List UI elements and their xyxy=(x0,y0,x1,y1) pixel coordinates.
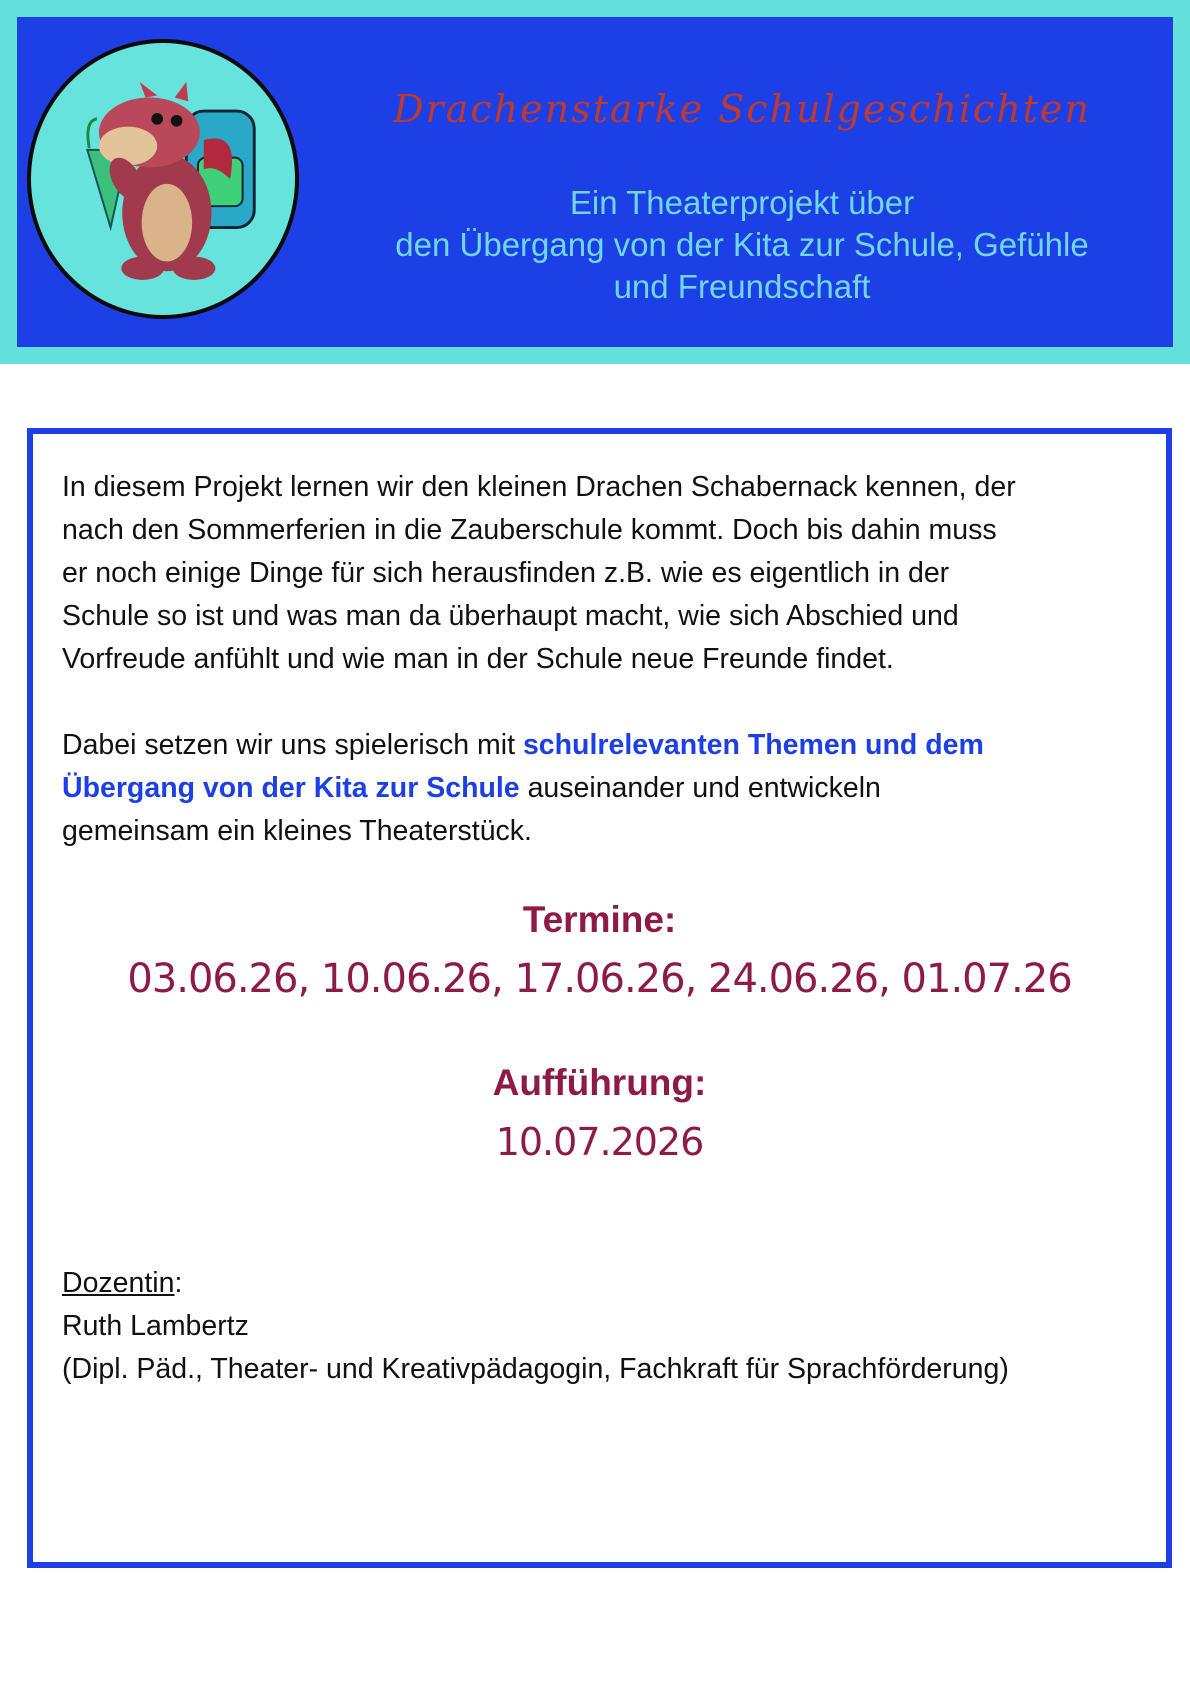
paragraph-text: auseinander und entwickeln xyxy=(519,772,881,804)
paragraph-line xyxy=(62,724,1152,767)
header-panel xyxy=(17,17,1173,347)
dragon-logo xyxy=(27,39,299,319)
highlight-text: schulrelevanten Themen und dem xyxy=(522,729,984,761)
highlight-text: Übergang von der Kita zur Schule xyxy=(62,772,520,804)
paragraph-line: In diesem Projekt lernen wir den kleinen Drachen Schabernack kennen, der xyxy=(62,471,1016,503)
intro-paragraph xyxy=(62,466,1152,681)
page-subtitle xyxy=(327,182,1157,308)
termine-dates: 03.06.26, 10.06.26, 17.06.26, 24.06.26, 01.07.26 xyxy=(127,956,1072,1002)
subtitle-line: den Übergang von der Kita zur Schule, Gefühle xyxy=(395,226,1089,263)
paragraph-line xyxy=(62,767,1152,810)
subtitle-line: und Freundschaft xyxy=(613,268,871,305)
auffuehrung-date: 10.07.2026 xyxy=(495,1120,704,1164)
dozentin-label: Dozentin xyxy=(62,1267,175,1299)
paragraph-line: er noch einige Dinge für sich herausfinden z.B. wie es eigentlich in der xyxy=(62,557,950,589)
topic-paragraph xyxy=(62,724,1152,853)
paragraph-line: nach den Sommerferien in die Zauberschule kommt. Doch bis dahin muss xyxy=(62,514,997,546)
auffuehrung-heading: Aufführung: xyxy=(492,1062,707,1103)
paragraph-line: Schule so ist und was man da überhaupt macht, wie sich Abschied und xyxy=(62,600,959,632)
dozentin-label-line xyxy=(62,1262,1152,1305)
header-banner xyxy=(0,0,1190,364)
paragraph-text: Dabei setzen wir uns spielerisch mit xyxy=(62,729,523,761)
dragon-plush-icon xyxy=(31,43,295,315)
dozentin-description: (Dipl. Päd., Theater- und Kreativpädagogin, Fachkraft für Sprachförderung) xyxy=(62,1353,1009,1385)
content-box xyxy=(27,428,1172,1568)
dozentin-name: Ruth Lambertz xyxy=(62,1310,249,1342)
dozentin-colon: : xyxy=(174,1267,183,1299)
paragraph-line: Vorfreude anfühlt und wie man in der Schule neue Freunde findet. xyxy=(62,643,894,675)
dozentin-block xyxy=(62,1262,1152,1391)
subtitle-line: Ein Theaterprojekt über xyxy=(569,184,915,221)
termine-heading: Termine: xyxy=(522,899,677,940)
page-title: Drachenstarke Schulgeschichten xyxy=(393,87,1091,131)
paragraph-line: gemeinsam ein kleines Theaterstück. xyxy=(62,815,532,847)
